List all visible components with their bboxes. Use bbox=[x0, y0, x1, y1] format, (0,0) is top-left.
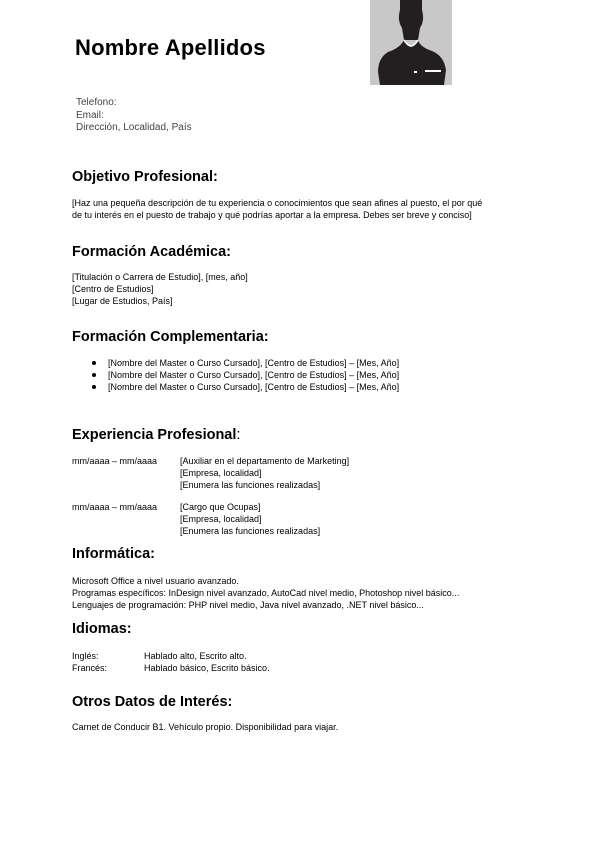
informatica-line: Microsoft Office a nivel usuario avanzado. bbox=[72, 576, 239, 586]
objetivo-line: de tu interés en el puesto de trabajo y qué podrías aportar a la empresa. Debes ser breve y conciso] bbox=[72, 210, 472, 220]
language-row bbox=[72, 650, 270, 662]
language-level: Hablado alto, Escrito alto. bbox=[144, 651, 247, 661]
list-item: [Nombre del Master o Curso Cursado], [Centro de Estudios] – [Mes, Año] bbox=[92, 369, 399, 381]
job-line: [Auxiliar en el departamento de Marketing] bbox=[180, 456, 350, 466]
address-label: Dirección, Localidad, País bbox=[76, 122, 192, 133]
phone-label: Telefono: bbox=[76, 97, 117, 108]
profile-photo-placeholder bbox=[370, 0, 452, 85]
objetivo-text bbox=[72, 197, 482, 221]
academica-text bbox=[72, 271, 248, 307]
job-line: [Cargo que Ocupas] bbox=[180, 502, 261, 512]
idiomas-list bbox=[72, 650, 270, 674]
informatica-line: Lenguajes de programación: PHP nivel medio, Java nivel avanzado, .NET nivel básico... bbox=[72, 600, 424, 610]
job-entry bbox=[72, 501, 320, 537]
complementaria-list bbox=[92, 357, 399, 393]
job-line: [Empresa, localidad] bbox=[180, 514, 262, 524]
section-heading-idiomas: Idiomas: bbox=[72, 621, 132, 637]
informatica-line: Programas específicos: InDesign nivel avanzado, AutoCad nivel medio, Photoshop nivel básico... bbox=[72, 588, 460, 598]
experiencia-title: Experiencia Profesional bbox=[72, 427, 237, 443]
experiencia-colon: : bbox=[236, 427, 241, 443]
academica-line: [Lugar de Estudios, País] bbox=[72, 296, 173, 306]
job-line: [Enumera las funciones realizadas] bbox=[180, 526, 321, 536]
informatica-text bbox=[72, 575, 459, 611]
job-entry bbox=[72, 455, 349, 491]
job-line: [Empresa, localidad] bbox=[180, 468, 262, 478]
candidate-name: Nombre Apellidos bbox=[75, 35, 266, 60]
list-item: [Nombre del Master o Curso Cursado], [Centro de Estudios] – [Mes, Año] bbox=[92, 357, 399, 369]
language-name: Francés: bbox=[72, 663, 108, 673]
academica-line: [Titulación o Carrera de Estudio], [mes, año] bbox=[72, 272, 248, 282]
section-heading-otros: Otros Datos de Interés: bbox=[72, 694, 233, 710]
job-dates: mm/aaaa – mm/aaaa bbox=[72, 502, 158, 512]
contact-info bbox=[76, 97, 192, 135]
otros-text: Carnet de Conducir B1. Vehículo propio. Disponibilidad para viajar. bbox=[72, 722, 339, 732]
section-heading-objetivo: Objetivo Profesional: bbox=[72, 169, 218, 185]
academica-line: [Centro de Estudios] bbox=[72, 284, 154, 294]
language-level: Hablado básico, Escrito básico. bbox=[144, 663, 270, 673]
section-heading-informatica: Informática: bbox=[72, 546, 155, 562]
section-heading-academica: Formación Académica: bbox=[72, 244, 232, 260]
language-row bbox=[72, 662, 270, 674]
job-dates: mm/aaaa – mm/aaaa bbox=[72, 456, 158, 466]
person-silhouette-icon bbox=[370, 0, 452, 85]
list-item: [Nombre del Master o Curso Cursado], [Centro de Estudios] – [Mes, Año] bbox=[92, 381, 399, 393]
email-label: Email: bbox=[76, 109, 104, 121]
section-heading-experiencia bbox=[72, 427, 240, 443]
language-name: Inglés: bbox=[72, 651, 99, 661]
section-heading-complementaria: Formación Complementaria: bbox=[72, 329, 269, 345]
objetivo-line: [Haz una pequeña descripción de tu experiencia o conocimientos que sean afines al puesto, el por qué bbox=[72, 198, 483, 208]
job-line: [Enumera las funciones realizadas] bbox=[180, 480, 321, 490]
